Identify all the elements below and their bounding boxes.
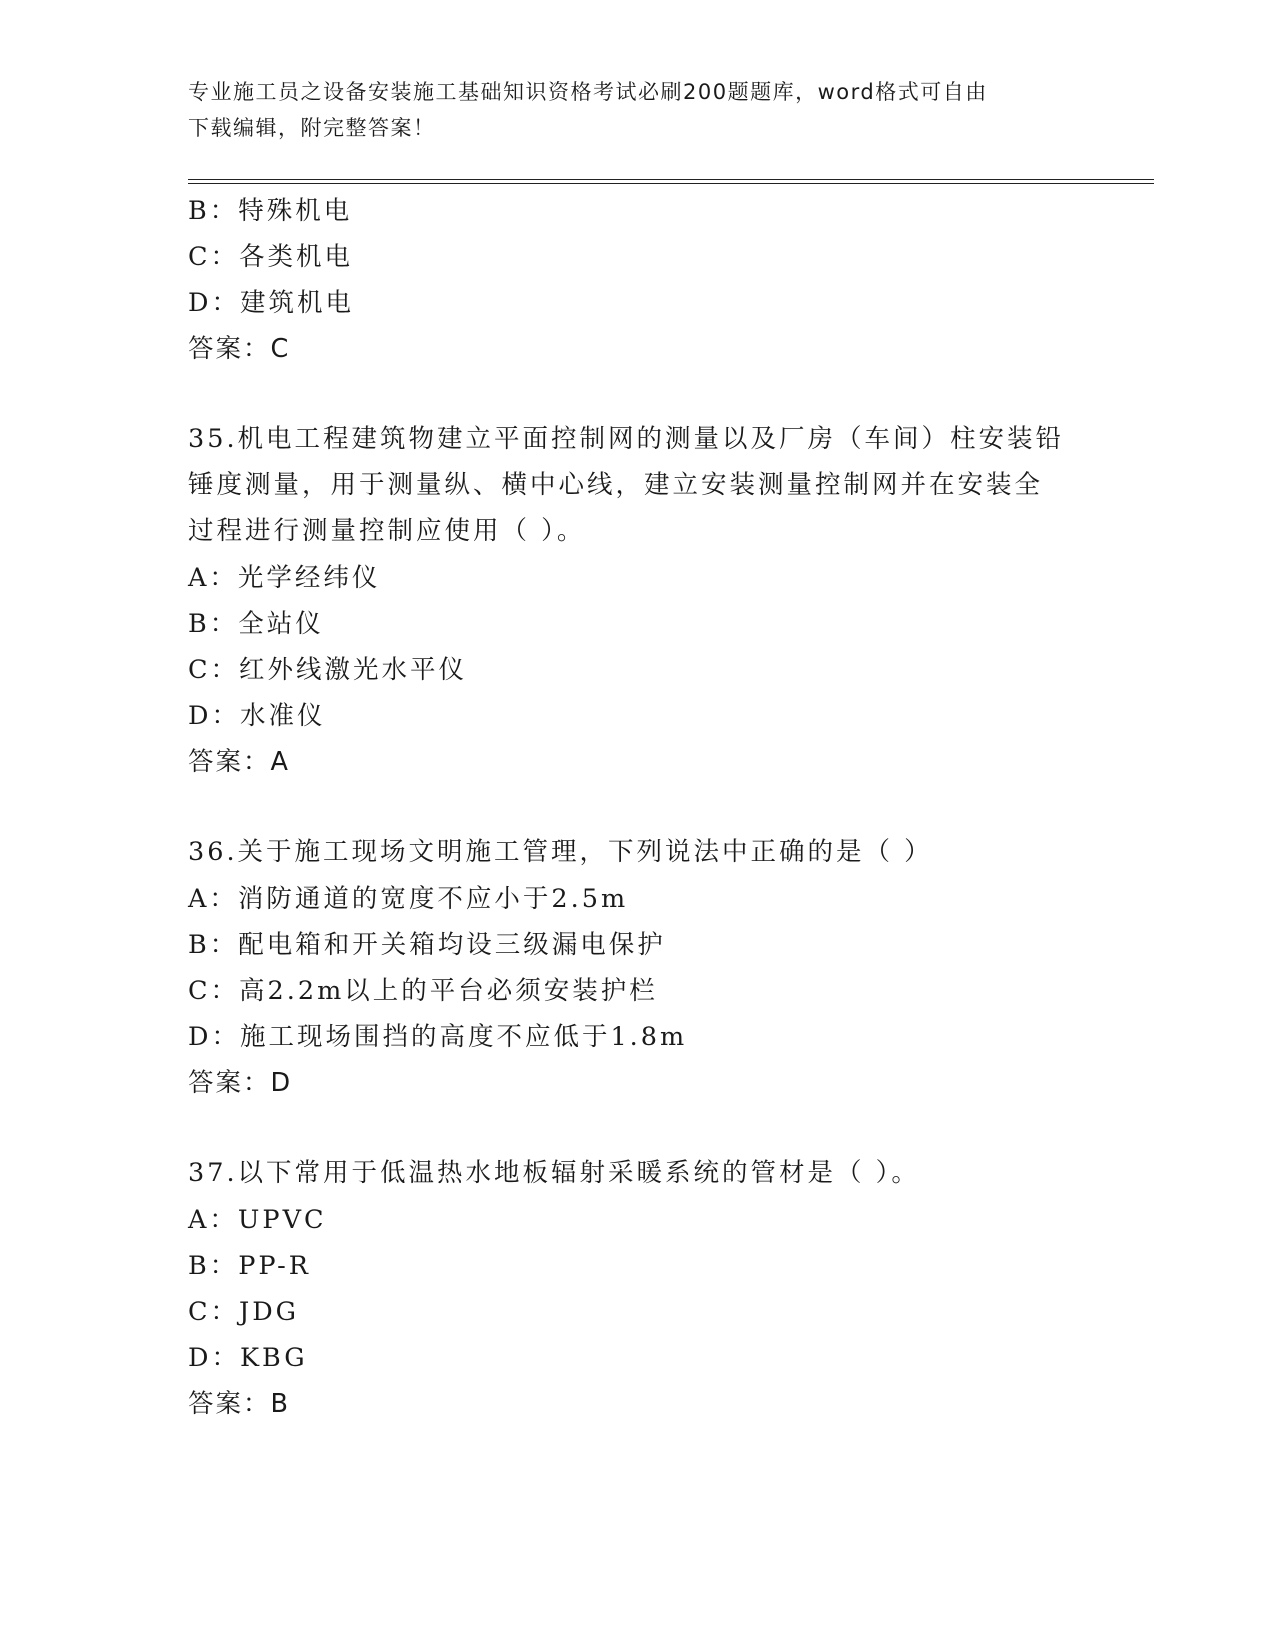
header-line-1: 专业施工员之设备安装施工基础知识资格考试必刷200题题库，word格式可自由 bbox=[188, 80, 988, 104]
option-d: D：施工现场围挡的高度不应低于1.8m bbox=[188, 1022, 688, 1052]
spacer bbox=[188, 372, 1088, 417]
question-text-line: 锤度测量，用于测量纵、横中心线，建立安装测量控制网并在安装全 bbox=[188, 470, 1044, 500]
question-34-continuation bbox=[188, 188, 1088, 372]
option-c: C：各类机电 bbox=[188, 242, 354, 272]
page-header bbox=[188, 74, 1088, 146]
option-b: B：全站仪 bbox=[188, 609, 324, 639]
option-c: C：JDG bbox=[188, 1297, 300, 1327]
option-d: D：水准仪 bbox=[188, 701, 326, 731]
option-b: B：特殊机电 bbox=[188, 196, 353, 226]
answer: 答案：C bbox=[188, 334, 291, 364]
question-text-line: 36.关于施工现场文明施工管理，下列说法中正确的是（ ） bbox=[188, 837, 933, 867]
option-c: C：高2.2m以上的平台必须安装护栏 bbox=[188, 976, 658, 1006]
option-b: B：配电箱和开关箱均设三级漏电保护 bbox=[188, 930, 666, 960]
option-a: A：UPVC bbox=[188, 1205, 327, 1235]
option-c: C：红外线激光水平仪 bbox=[188, 655, 468, 685]
header-divider-top bbox=[188, 179, 1154, 180]
question-36 bbox=[188, 830, 1088, 1106]
spacer bbox=[188, 1106, 1088, 1151]
option-b: B：PP-R bbox=[188, 1251, 311, 1281]
option-d: D：建筑机电 bbox=[188, 288, 354, 318]
spacer bbox=[188, 785, 1088, 830]
answer: 答案：B bbox=[188, 1389, 290, 1419]
header-line-2: 下载编辑，附完整答案！ bbox=[188, 116, 436, 140]
question-35 bbox=[188, 417, 1088, 785]
question-text-line: 35.机电工程建筑物建立平面控制网的测量以及厂房（车间）柱安装铅 bbox=[188, 424, 1065, 454]
answer: 答案：A bbox=[188, 747, 290, 777]
answer: 答案：D bbox=[188, 1068, 293, 1098]
option-a: A：消防通道的宽度不应小于2.5m bbox=[188, 884, 629, 914]
question-text-line: 过程进行测量控制应使用（ ）。 bbox=[188, 516, 586, 546]
option-a: A：光学经纬仪 bbox=[188, 563, 381, 593]
question-37 bbox=[188, 1151, 1088, 1427]
question-text-line: 37.以下常用于低温热水地板辐射采暖系统的管材是（ ）。 bbox=[188, 1158, 920, 1188]
header-divider-bottom bbox=[188, 183, 1154, 184]
question-list bbox=[188, 188, 1088, 1427]
option-d: D：KBG bbox=[188, 1343, 308, 1373]
